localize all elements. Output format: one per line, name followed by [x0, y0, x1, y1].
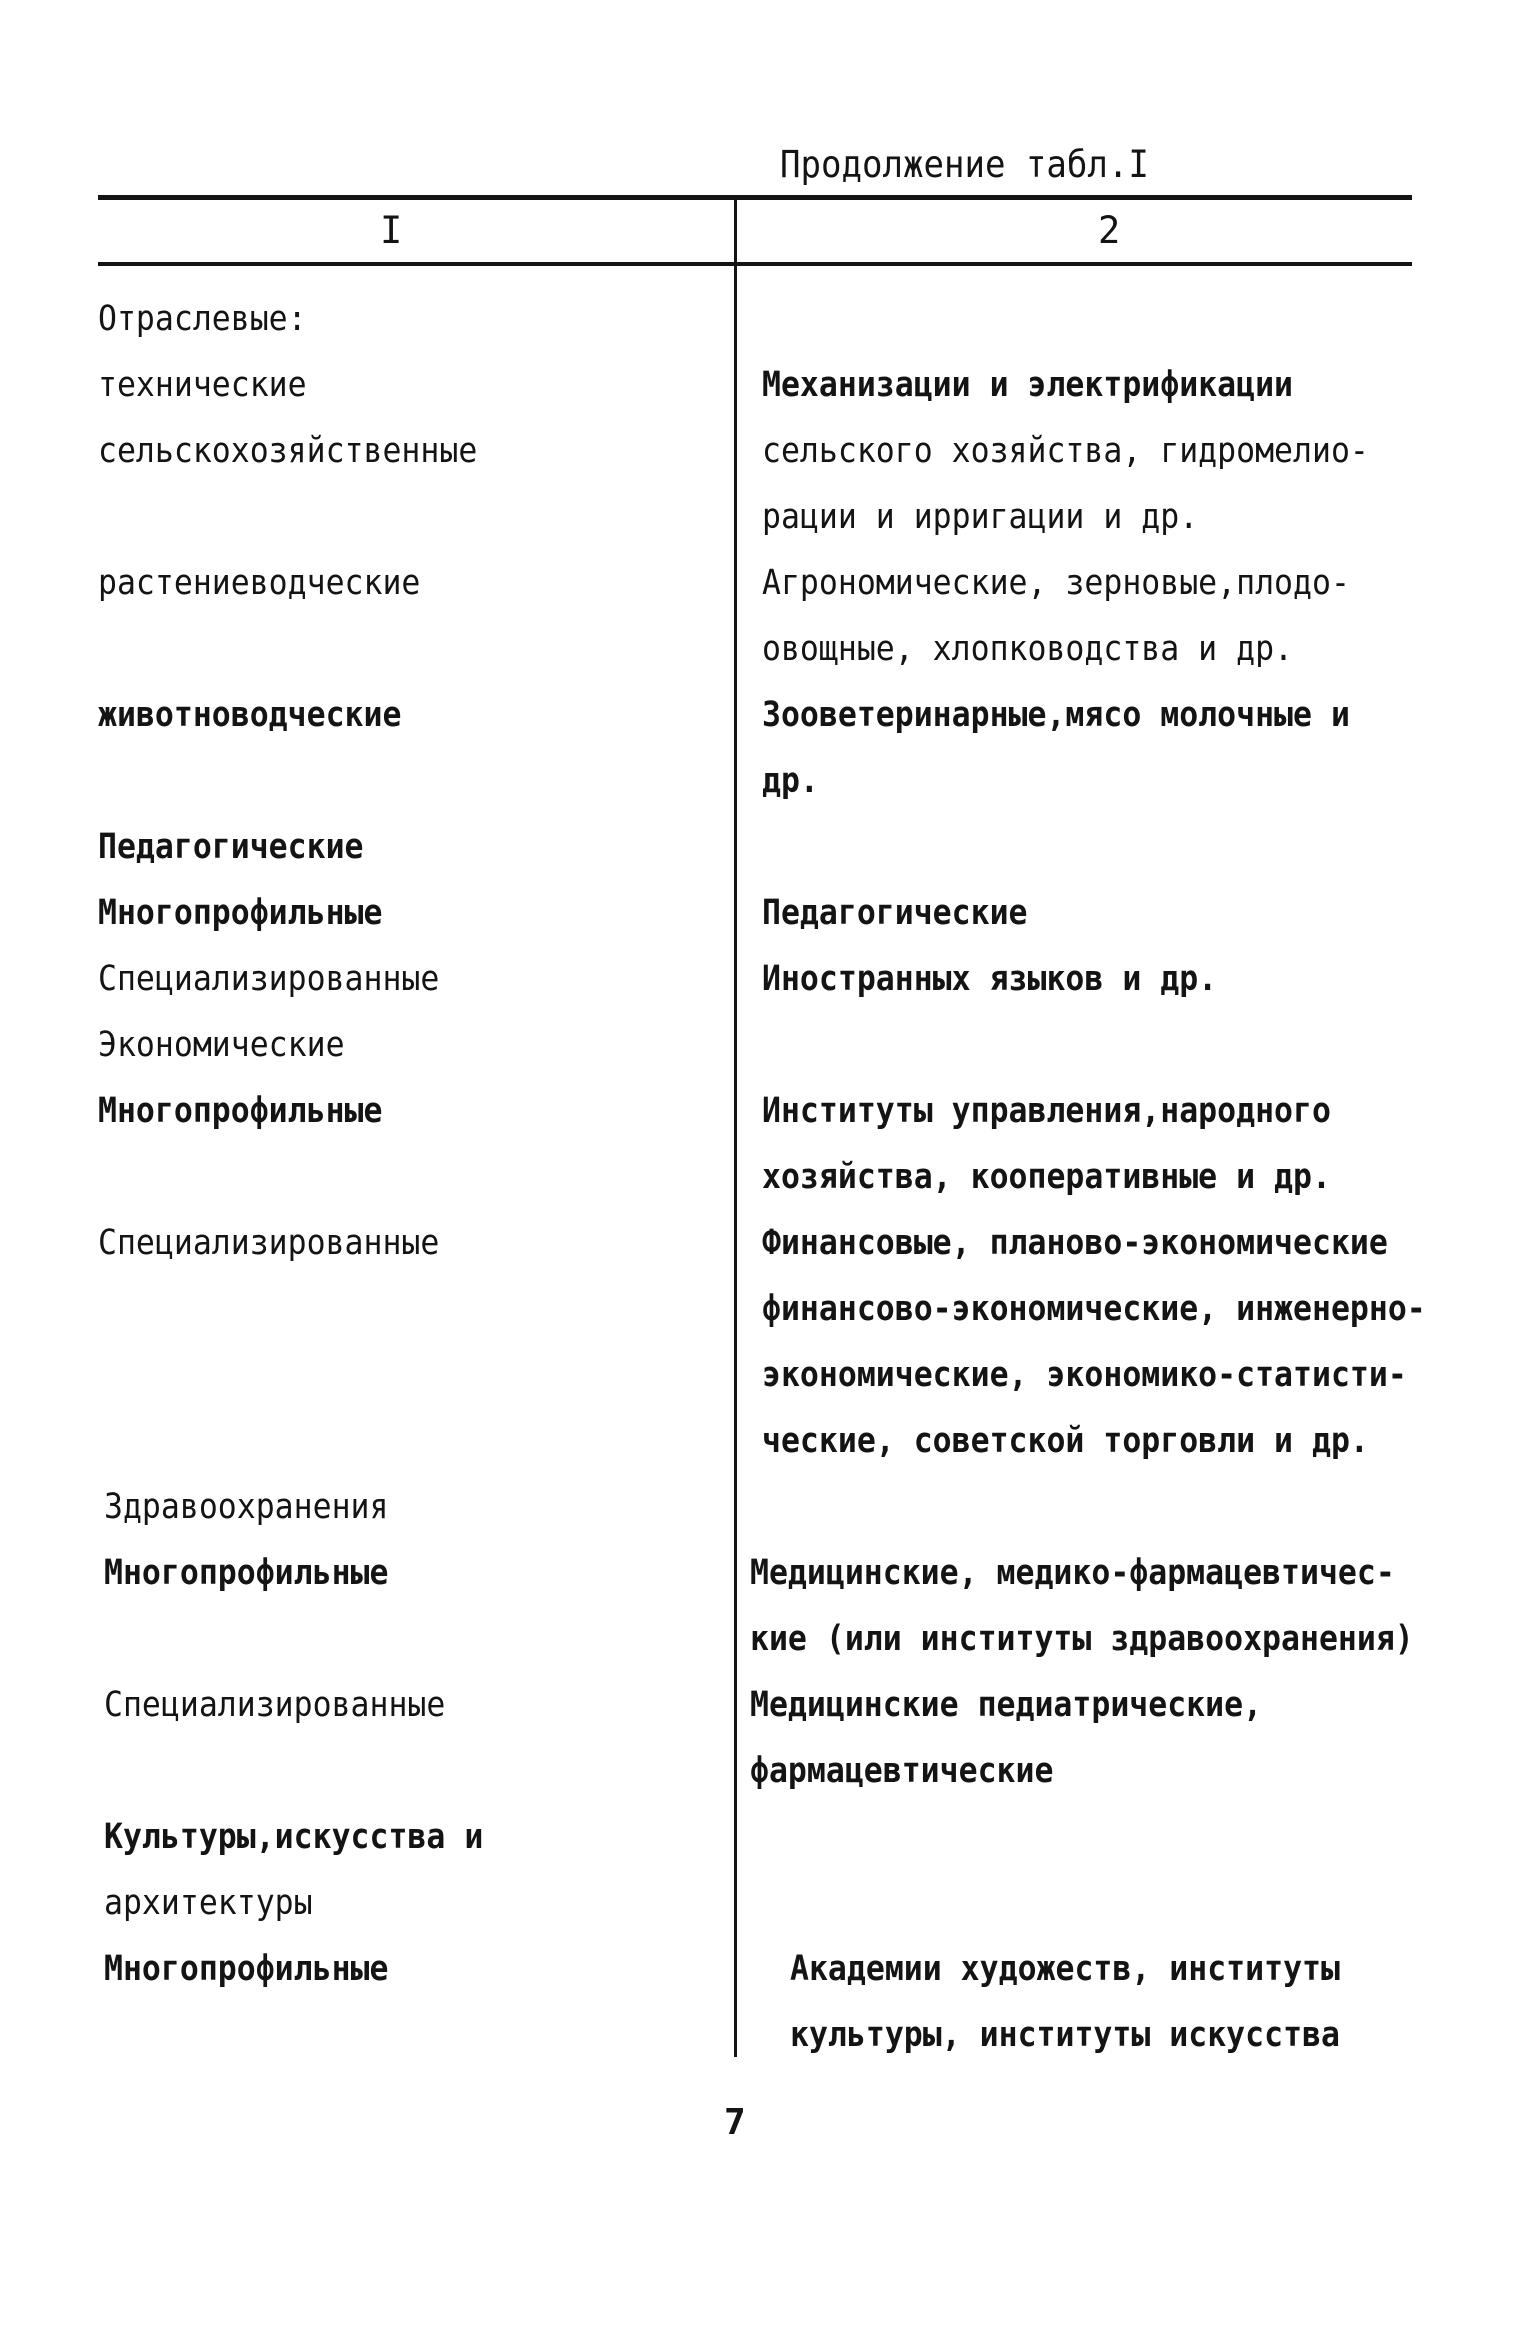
left-cell: архитектуры [104, 1883, 313, 1923]
left-cell: Многопрофильные [98, 1091, 383, 1131]
table-top-rule [98, 195, 1412, 200]
right-cell: Иностранных языков и др. [762, 959, 1218, 999]
right-cell: ческие, советской торговли и др. [762, 1421, 1369, 1461]
right-cell: кие (или институты здравоохранения) [750, 1619, 1414, 1659]
right-cell: фармацевтические [750, 1751, 1054, 1791]
left-cell: Здравоохранения [104, 1487, 389, 1527]
column-divider [734, 195, 737, 2057]
right-cell: экономические, экономико-статисти- [762, 1355, 1407, 1395]
right-cell: овощные, хлопководства и др. [762, 629, 1294, 669]
left-cell: животноводческие [98, 695, 402, 735]
right-cell: финансово-экономические, инженерно- [762, 1289, 1426, 1329]
right-cell: Финансовые, планово-экономические [762, 1223, 1388, 1263]
right-cell: Механизации и электрификации [762, 365, 1294, 405]
left-cell: Специализированные [98, 959, 440, 999]
page-number: 7 [724, 2102, 746, 2143]
left-cell: Многопрофильные [104, 1949, 389, 1989]
left-cell: Многопрофильные [98, 893, 383, 933]
right-cell: Педагогические [762, 893, 1028, 933]
right-cell: хозяйства, кооперативные и др. [762, 1157, 1331, 1197]
left-cell: Специализированные [98, 1223, 440, 1263]
right-cell: Институты управления,народного [762, 1091, 1331, 1131]
right-cell: Медицинские педиатрические, [750, 1685, 1263, 1725]
left-cell: Культуры,искусства и [104, 1817, 484, 1857]
right-cell: Медицинские, медико-фармацевтичес- [750, 1553, 1395, 1593]
left-cell: Специализированные [104, 1685, 446, 1725]
right-cell: рации и ирригации и др. [762, 497, 1199, 537]
left-cell: сельскохозяйственные [98, 431, 478, 471]
right-cell: Агрономические, зерновые,плодо- [762, 563, 1350, 603]
column-header-1: I [380, 209, 403, 252]
table-header-rule [98, 262, 1412, 266]
right-cell: культуры, институты искусства [790, 2015, 1340, 2055]
column-header-2: 2 [1098, 209, 1121, 252]
right-cell: Зооветеринарные,мясо молочные и [762, 695, 1350, 735]
left-cell: растениеводческие [98, 563, 421, 603]
right-cell: Академии художеств, институты [790, 1949, 1340, 1989]
left-cell: Педагогические [98, 827, 364, 867]
left-cell: технические [98, 365, 307, 405]
left-cell: Экономические [98, 1025, 345, 1065]
table-caption: Продолжение табл.I [780, 143, 1149, 186]
right-cell: сельского хозяйства, гидромелио- [762, 431, 1369, 471]
left-cell: Отраслевые: [98, 299, 307, 339]
left-cell: Многопрофильные [104, 1553, 389, 1593]
right-cell: др. [762, 761, 819, 801]
